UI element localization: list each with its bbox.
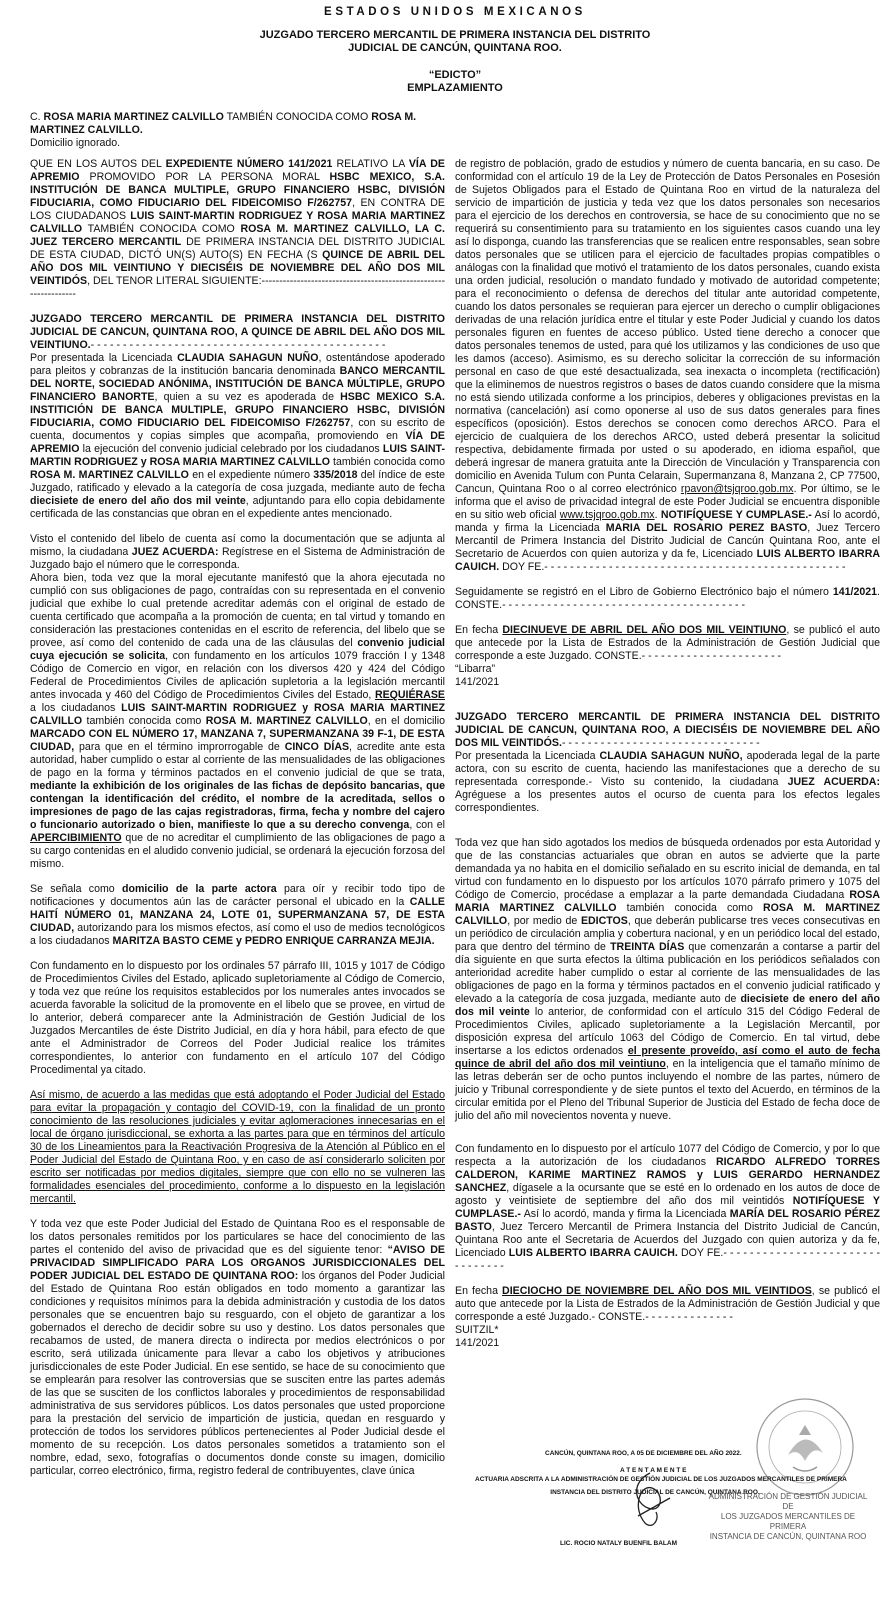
- signature-atentamente: A T E N T A M E N T E: [620, 1467, 687, 1474]
- text-run: MARIA DEL ROSARIO PEREZ BASTO: [605, 522, 808, 534]
- text-run: a los ciudadanos: [30, 702, 122, 714]
- country-header: ESTADOS UNIDOS MEXICANOS: [324, 6, 586, 18]
- text-run: RELATIVO LA: [332, 158, 409, 170]
- text-run: NOTIFÍQUESE Y CUMPLASE.-: [660, 509, 812, 521]
- text-run: Así lo acordó, manda y firma la Licenciada: [520, 1208, 730, 1220]
- mail-paragraph: [30, 960, 445, 1077]
- text-run: DIECIOCHO DE NOVIEMBRE DEL AÑO DOS MIL VEINTIDOS: [502, 1285, 812, 1297]
- text-run: DE PRIMERA INSTANCIA DEL DISTRITO JUDICIAL DE ESTA CIUDAD, DICTÓ UN(S) AUTO(S) EN FECHA (S: [30, 236, 445, 261]
- addressee-alias: ROSA M. MARTINEZ CALVILLO.: [30, 111, 417, 136]
- text-run: . Por último, se le informa que el aviso de privacidad integral de este Poder Judicial se encuentra disponible en su sitio web oficial: [455, 483, 880, 521]
- text-run: JUEZ ACUERDA:: [787, 776, 880, 788]
- auto-heading-2022: [455, 711, 880, 750]
- addressee-aka: TAMBIÉN CONOCIDA COMO: [223, 111, 372, 123]
- text-run: JUZGADO TERCERO MERCANTIL DE PRIMERA INSTANCIA DEL DISTRITO JUDICIAL DE CANCUN, QUINTANA ROO, A QUINCE DE ABRIL DEL AÑO DOS MIL VEINTIUNO.: [30, 313, 445, 351]
- text-run: - - - - - - - - - - - - - - - - - - - - - - - - - - - - - - -: [561, 737, 760, 749]
- text-run: Visto el contenido del libelo de cuenta así como la documentación que se adjunta al mismo, la ciudadana: [30, 533, 445, 558]
- text-run: , que deberán publicarse tres veces consecutivas en un periódico de circulación amplia y cobertura nacional, y en un periódico local del estado, para que dentro del término de: [455, 915, 880, 953]
- addressee-fullname: ROSA MARIA MARTINEZ CALVILLO: [43, 111, 224, 123]
- authorization-paragraph: [455, 1143, 880, 1273]
- text-run: Regístrese en el Sistema de Administración de Juzgado bajo el número que le corresponda.: [30, 546, 445, 571]
- signature-date: CANCÚN, QUINTANA ROO, A 05 DE DICIEMBRE DEL AÑO 2022.: [545, 1450, 742, 1457]
- registration-paragraph: [30, 533, 445, 572]
- text-run: , adjuntando para ello copia debidamente certificada de las constancias que obran en el expediente antes mencionado.: [30, 495, 445, 520]
- privacy-paragraph: [30, 1218, 445, 1478]
- auto-heading-2021: [30, 313, 445, 352]
- text-run: 335/2018: [313, 469, 358, 481]
- text-run: Ahora bien, toda vez que la moral ejecutante manifestó que la ahora ejecutada no cumplió con sus obligaciones de pago, contraídas con su representada en el convenio judicial que exhibe lo cual pretende acreditar además con el original de estado de cuenta certificado que acompaña a la promoción de cuenta; en tal virtud y tomando en consideración las prestaciones contenidas en el escrito de referencia, del libelo que se provee, así como del contenido de cada una de las cláusulas del: [30, 572, 445, 649]
- emplazamiento-label: EMPLAZAMIENTO: [407, 82, 503, 94]
- text-run: , DEL TENOR LITERAL SIGUIENTE:-----------------------------------------------------------------: [30, 275, 445, 300]
- text-run: Por presentada la Licenciada: [455, 750, 600, 762]
- text-run: LUIS ALBERTO IBARRA CAUICH.: [455, 548, 881, 573]
- text-run: autorizando para los mismos efectos, así como el uso de medios tecnológicos a los ciudadanos: [30, 922, 445, 947]
- publication-2021-paragraph: [455, 624, 880, 663]
- edict-heading: [30, 69, 880, 95]
- actuaria-line1: ACTUARIA ADSCRITA A LA ADMINISTRACIÓN DE GESTIÓN JUDICIAL DE LOS JUZGADOS MERCANTILES DE PRIMERA: [475, 1476, 847, 1483]
- text-run: , por medio de: [507, 915, 581, 927]
- text-run: , se publicó el auto que antecede por la Lista de Estrados de la Administración de Gestión Judicial que corresponde a este Juzgado. CONSTE.- - - - - - - - - - - - - - - - - - - - - -: [455, 624, 880, 662]
- text-run: TREINTA DÍAS: [610, 941, 685, 953]
- text-run: , con su escrito de cuenta, documentos y copias simples que acompaña, promoviendo en: [30, 417, 445, 442]
- addressee-prefix: C.: [30, 111, 44, 123]
- text-run: LUIS ALBERTO IBARRA CAUICH.: [508, 1247, 678, 1259]
- text-run: que comenzarán a contarse a partir del día siguiente en que surta efectos la última publicación en los periódicos señalados con anterioridad acredite haber cumplido o estar al corriente de las mensualidades de las obligaciones de pago en la forma y términos pactados en el convenio judicial ratificado y elevado a la categoría de cosa juzgada, mediante auto de: [455, 941, 880, 1005]
- left-column: [30, 158, 445, 1490]
- text-run: domicilio de la parte actora: [122, 883, 277, 895]
- text-run: , dígasele a la ocursante que se esté en lo ordenado en los autos de doce de agosto y veintisiete de septiembre del año dos mil veintidós: [455, 1182, 880, 1207]
- text-run: VÍA DE APREMIO: [30, 430, 445, 455]
- intro-paragraph: [30, 158, 445, 301]
- text-run: también conocida como: [82, 715, 206, 727]
- text-run: ROSA M. MARTINEZ CALVILLO, LA C. JUEZ TERCERO MERCANTIL: [30, 223, 445, 248]
- text-run: apoderada legal de la parte actora, con su escrito de cuenta, haciendo las manifestaciones que a derecho de su representada corresponde.- Visto su contenido, la ciudadana: [455, 750, 880, 788]
- text-run: para que en el término improrrogable de: [74, 741, 285, 753]
- covid-paragraph: [30, 1089, 445, 1206]
- publication-2022-paragraph: [455, 1285, 880, 1324]
- body-columns: [30, 158, 880, 1490]
- signature-block: [470, 1440, 870, 1600]
- text-run: , EN CONTRA DE LOS CIUDADANOS: [30, 197, 445, 222]
- text-run: EXPEDIENTE NÚMERO 141/2021: [165, 158, 333, 170]
- text-run: MARÍA DEL ROSARIO PÉREZ BASTO: [455, 1208, 880, 1233]
- requirement-paragraph: [30, 572, 445, 871]
- text-run: en el expediente número: [188, 469, 314, 481]
- text-run: rpavon@tsjqroo.gob.mx: [680, 483, 794, 495]
- text-run: también conocida como: [616, 902, 764, 914]
- text-run: convenio judicial cuya ejecución se solicita: [30, 637, 445, 662]
- text-run: , Juez Tercero Mercantil de Primera Instancia del Distrito Judicial de Cancún, Quintana Roo ante el Secretaria de Acuerdos del Juzgado con quien autoriza y da fe, Licenciado: [455, 1221, 880, 1259]
- text-run: APERCIBIMIENTO: [30, 832, 122, 844]
- text-run: , con el: [409, 819, 446, 831]
- edicts-paragraph: [455, 837, 880, 1123]
- text-run: ROSA M. MARTINEZ CALVILLO: [455, 902, 880, 927]
- text-run: www.tsjqroo.gob.mx: [559, 509, 655, 521]
- text-run: CLAUDIA SAHAGUN NUÑO: [177, 352, 319, 364]
- text-run: QUE EN LOS AUTOS DEL: [30, 158, 166, 170]
- stamp-line2: LOS JUZGADOS MERCANTILES DE PRIMERA: [720, 1512, 856, 1531]
- text-run: para oír y recibir todo tipo de notificaciones y documentos aún las de carácter personal el ubicado en la: [30, 883, 446, 908]
- text-run: DOY FE.- - - - - - - - - - - - - - - - - - - - - - - - - - - - - - - -: [455, 1247, 880, 1272]
- text-run: HSBC MEXICO, S.A. INSTITUCIÓN DE BANCA MULTIPLE, GRUPO FINANCIERO HSBC, DIVISIÓN FIDUCIARIA, COMO FIDUCIARIO DEL FIDEICOMISO F/262757: [30, 171, 445, 209]
- text-run: Toda vez que han sido agotados los medios de búsqueda ordenados por esta Autoridad y que de las constancias actuariales que obran en autos se advierte que la parte demandada ya no habita en el domicilio señalado en su escrito inicial de demanda, en tal virtud con fundamento en lo dispuesto por los artículos 1070 párrafo primero y 1075 del Código de Comercio, procédase a emplazar a la parte demandada Ciudadana: [455, 837, 880, 901]
- court-title-line1: JUZGADO TERCERO MERCANTIL DE PRIMERA INSTANCIA DEL DISTRITO: [259, 29, 651, 41]
- text-run: QUINCE DE ABRIL DEL AÑO DOS MIL VEINTIUNO Y DIECISÉIS DE NOVIEMBRE DEL AÑO DOS MIL VEINTIDÓS: [30, 249, 445, 287]
- edicto-label: “EDICTO”: [428, 69, 482, 81]
- text-run: REQUIÉRASE: [374, 689, 445, 701]
- text-run: Así lo acordó, manda y firma la Licenciada: [455, 509, 881, 534]
- signature-scribble-icon: [620, 1468, 680, 1533]
- text-run: . CONSTE.- - - - - - - - - - - - - - - - - - - - - - - - - - - - - - - - - - - - - -: [455, 586, 880, 611]
- text-run: , en la inteligencia que el tamaño mínimo de las letras deberán ser de ocho puntos incluyendo el nombre de las partes, número de juicio y Tribunal correspondiente y de siete puntos el texto del Acuerdo, en términos de la circular emitida por el Pleno del Tribunal Superior de Justicia del Estado de fecha doce de julio del año mil novecientos noventa y nueve.: [455, 1058, 880, 1122]
- text-run: “AVISO DE PRIVACIDAD SIMPLIFICADO PARA LOS ORGANOS JURISDICCIONALES DEL PODER JUDICIAL DEL ESTADO DE QUINTANA ROO:: [30, 1244, 445, 1282]
- text-run: 141/2021: [832, 586, 878, 598]
- presentation-paragraph: [30, 352, 445, 521]
- text-run: VÍA DE APREMIO: [30, 158, 445, 183]
- text-run: CALLE HAITÍ NÚMERO 01, MANZANA 24, LOTE 01, SUPERMANZANA 57, DE ESTA CIUDAD,: [30, 896, 445, 934]
- admin-stamp: [708, 1492, 868, 1542]
- text-run: , quien a su vez es apoderada de: [154, 391, 341, 403]
- addressee-name: [30, 111, 440, 137]
- text-run: Así mismo, de acuerdo a las medidas que está adoptando el Poder Judicial del Estado para evitar la propagación y contagio del COVID-19, con la finalidad de un pronto conocimiento de las resoluciones judiciales y evitar aglomeraciones innecesarias en el local de órgano jurisdiccional, se exhorta a las partes para que en términos del artículo 30 de los Lineamientos para la Reactivación Progresiva de la Atención al Público en el Poder Judicial del Estado de Quintana Roo, y en caso de así considerarlo soliciten por escrito ser notificadas por medios digitales, siempre que con ello no se vulneren las formalidades esenciales del procedimiento, conforme a lo dispuesto en la legislación mercantil.: [30, 1089, 445, 1205]
- stamp-line1: ADMINISTRACIÓN DE GESTIÓN JUDICIAL DE: [708, 1492, 868, 1511]
- text-run: Se señala como: [30, 883, 123, 895]
- text-run: los órganos del Poder Judicial del Estado de Quintana Roo están obligados en todo momento a garantizar las condiciones y requisitos mínimos para la debida administración y custodia de los datos personales que se encuentren bajo su resguardo, con el objeto de garantizar a los gobernados el derecho de decidir sobre su uso y destino. Los datos personales que recabamos de usted, de manera directa o indirecta por medios electrónicos o por escrito, será utilizada únicamente para llevar a cabo los objetivos y atribuciones jurisdiccionales de este Poder Judicial. En ese sentido, se hace de su conocimiento que se emplearán para resolver las controversias que se susciten entre las partes además de las que se susciten de los conflictos laborales y procedimientos de responsabilidad administrativa de sus servidores públicos. Los datos personales que usted proporcione para la prestación del servicio de impartición de justicia, quedan en resguardo y protección de todos los servidores públicos pertenecientes al Poder Judicial desde el momento de su recepción. Los datos personales sometidos a tratamiento son el nombre, edad, sexo, fotografías o documentos donde conste su imagen, domicilio particular, correo electrónico, firma, registro federal de contribuyentes, clave única: [30, 1270, 445, 1477]
- addressee-domicile: Domicilio ignorado.: [30, 137, 121, 149]
- domicile-paragraph: [30, 883, 445, 948]
- text-run: ROSA MARIA MARTINEZ CALVILLO: [455, 889, 880, 914]
- text-run: , ostentándose apoderado para pleitos y cobranzas de la institución bancaria denominada: [30, 352, 445, 377]
- text-run: mediante la exhibición de los originales de las fichas de depósito bancarias, que contengan la identificación del crédito, el nombre de la acreditada, sellos o impresiones de pago de las cajas registradoras, firma, fecha y nombre del cajero o funcionario autorizado o bien, manifieste lo que a su derecho convenga: [30, 780, 445, 831]
- text-run: , se publicó el auto que antecede por la Lista de Estrados de la Administración de Gestión Judicial y que corresponde a esté Juzgado.- CONSTE.- - - - - - - - - - - - - -: [455, 1285, 880, 1323]
- text-run: la ejecución del convenio judicial celebrado por los ciudadanos: [79, 443, 383, 455]
- text-run: En fecha: [455, 1285, 503, 1297]
- text-run: de registro de población, grado de estudios y número de cuenta bancaria, en su caso. De conformidad con el artículo 19 de la Ley de Protección de Datos Personales en Posesión de Sujetos Obligados para el Estado de Quintana Roo en virtud de la naturaleza del servicio de impartición de justicia y teda vez que los datos personales son necesarios para el ejercicio de los derechos en controversia, se hace de su conocimiento que no se requerirá su consentimiento para su tratamiento en los siguientes casos cuando una ley así lo disponga, cuando las transferencias que se realicen entre responsables, sean sobre datos personales que se utilicen para el ejercicio de facultades propias compatibles o análogas con la finalidad que motivó el tratamiento de los datos personales, cuando exista una orden judicial, resolución o mandato fundado y motivado de autoridad competente; para el reconocimiento o defensa de derechos del titular ante autoridad competente, cuando los datos personales se requieran para ejercer un derecho o cumplir obligaciones derivadas de una relación jurídica entre el titular y este Poder Judicial y cuando los datos personales figuren en fuentes de acceso público. Usted tiene derecho a conocer que datos personales tenemos de usted, para qué los utilizamos y las condiciones de uso que les damos (acceso). Asimismo, es su derecho solicitar la corrección de su información personal en caso de que esté desactualizada, sea inexacta o incompleta (rectificación) que la eliminemos de nuestros registros o bases de datos cuando considere que la misma no está siendo utilizada conforme a los principios, deberes y obligaciones previstas en la normativa (cancelación) así como oponerse al uso de sus datos generales para fines específicos (oposición). Estos derechos se conocen como derechos ARCO. Para el ejercicio de cualquiera de los derechos ARCO, usted deberá presentar la solicitud respectiva, debidamente firmada por usted o su apoderado, en idioma español, que deberá ingresar de manera gratuita ante la Dirección de Vinculación y Transparencia con domicilio en Avenida Tulum con Punta Celarain, Supermanzana 8, Manzana 2, CP 77500, Cancun, Quintana Roo o al correo electrónico: [455, 158, 880, 495]
- actuaria-line2: INSTANCIA DEL DISTRITO JUDICIAL DE CANCÚN, QUINTANA ROO.: [550, 1489, 760, 1496]
- text-run: que de no acreditar el cumplimiento de las obligaciones de pago a su cargo contenidas en el aludido convenio judicial, se ordenará la ejecución forzosa del mismo.: [30, 832, 445, 870]
- text-run: Con fundamento en lo dispuesto por los ordinales 57 párrafo III, 1015 y 1017 de Código de Procedimientos Civiles del Estado, aplicado supletoriamente al Código de Comercio, y toda vez que reúne los requisitos establecidos por los numerales antes invocados se acuerda favorable la solicitud de la promovente en el libelo que se provee, en virtud de lo anterior, deberá comparecer ante la Administración de Gestión Judicial de los Juzgados Mercantiles de éste Distrito Judicial, en día y hora hábil, para efecto de que ante el Administrador de Correos del Poder Judicial realice los trámites correspondientes, lo anterior con fundamento en el artículo 107 del Código Procedimental ya citado.: [30, 960, 445, 1076]
- text-run: PROMOVIDO POR LA PERSONA MORAL: [79, 171, 330, 183]
- presentation-2022-paragraph: [455, 750, 880, 815]
- text-run: Por presentada la Licenciada: [30, 352, 178, 364]
- text-run: JUZGADO TERCERO MERCANTIL DE PRIMERA INSTANCIA DEL DISTRITO JUDICIAL DE CANCUN, QUINTANA ROO, A DIECISÉIS DE NOVIEMBRE DEL AÑO DOS MIL VEINTIDÓS.: [455, 711, 880, 749]
- clerk-initials: “Libarra”: [455, 663, 496, 675]
- text-run: el presente proveído, así como el auto de fecha quince de abril del año dos mil veintiuno: [455, 1045, 881, 1070]
- text-run: Con fundamento en lo dispuesto por el artículo 1077 del Código de Comercio, y por lo que respecta a la autorización de los ciudadanos: [455, 1143, 880, 1168]
- text-run: LUIS SAINT-MARTIN RODRIGUEZ Y ROSA MARIA MARTINEZ CALVILLO: [30, 210, 445, 235]
- text-run: RICARDO ALFREDO TORRES CALDERON, KARIME MARTINEZ RAMOS y LUIS GERARDO HERNANDEZ SANCHEZ: [455, 1156, 880, 1194]
- text-run: En fecha: [455, 624, 503, 636]
- text-run: DOY FE.- - - - - - - - - - - - - - - - - - - - - - - - - - - - - - - - - - - - - - - - - - - - - - -: [499, 561, 846, 573]
- text-run: - - - - - - - - - - - - - - - - - - - - - - - - - - - - - - - - - - - - - - - - - - - - - -: [90, 339, 386, 351]
- text-run: CLAUDIA SAHAGUN NUÑO,: [599, 750, 743, 762]
- text-run: LUIS SAINT-MARTIN RODRIGUEZ y ROSA MARIA MARTINEZ CALVILLO: [30, 443, 445, 468]
- text-run: TAMBIÉN CONOCIDA COMO: [82, 223, 241, 235]
- text-run: NOTIFÍQUESE Y CUMPLASE.-: [455, 1195, 880, 1220]
- text-run: .: [654, 509, 661, 521]
- text-run: del índice de este Juzgado, ratificado y elevado a la categoría de cosa juzgada, mediante auto de fecha: [30, 469, 445, 494]
- clerk-code: SUITZIL*: [455, 1324, 499, 1336]
- text-run: , en el domicilio: [367, 715, 446, 727]
- text-run: Agréguese a los presentes autos el ocurso de cuenta para los efectos legales correspondientes.: [455, 789, 880, 814]
- text-run: DIECINUEVE DE ABRIL DEL AÑO DOS MIL VEINTIUNO: [502, 624, 787, 636]
- addressee-block: [30, 111, 440, 150]
- text-run: Y toda vez que este Poder Judicial del Estado de Quintana Roo es el responsable de los datos personales remitidos por los particulares se hace del conocimiento de las partes el contenido del aviso de privacidad que es del siguiente tenor:: [30, 1218, 445, 1256]
- file-number-2: 141/2021: [455, 1337, 500, 1349]
- text-run: también conocida como: [330, 456, 445, 468]
- text-run: CINCO DÍAS: [284, 741, 350, 753]
- court-title: [30, 29, 880, 55]
- registry-paragraph: [455, 586, 880, 612]
- text-run: ROSA M. MARTINEZ CALVILLO: [205, 715, 368, 727]
- text-run: Seguidamente se registró en el Libro de Gobierno Electrónico bajo el número: [455, 586, 833, 598]
- text-run: lo anterior, de conformidad con el artículo 315 del Código Federal de Procedimientos Civiles, aplicado supletoriamente a la Legislación Mercantil, por disposición expresa del artículo 1063 del Código de Comercio. En tal virtud, debe insertarse a los edictos ordenados: [455, 1006, 880, 1057]
- text-run: HSBC MEXICO S.A. INSTITICIÓN DE BANCA MULTIPLE, GRUPO FINANCIERO HSBC, DIVISIÓN FIDUCIARIA, COMO FIDUCIARIO DEL FIDEICOMISO F/262757: [30, 391, 445, 429]
- text-run: ROSA M. MARTINEZ CALVILLO: [30, 469, 189, 481]
- stamp-line3: INSTANCIA DE CANCÚN, QUINTANA ROO: [709, 1532, 867, 1541]
- text-run: , acredite ante esta autoridad, haber cumplido o estar al corriente de las mensualidades de las obligaciones de pago en la forma y términos pactados en el convenio judicial de que se trata,: [30, 741, 445, 779]
- right-column: [455, 158, 880, 1490]
- text-run: diecisiete de enero del año dos mil veinte: [455, 993, 881, 1018]
- text-run: diecisiete de enero del año dos mil veinte: [30, 495, 246, 507]
- text-run: , Juez Tercero Mercantil de Primera Instancia del Distrito Judicial de Cancún Quintana Roo, ante el Secretario de Acuerdos con quien autoriza y da fe, Licenciado: [455, 522, 880, 560]
- file-number: 141/2021: [455, 676, 500, 688]
- text-run: MARCADO CON EL NÚMERO 17, MANZANA 7, SUPERMANZANA 39 F-1, DE ESTA CIUDAD,: [30, 728, 445, 753]
- text-run: BANCO MERCANTIL DEL NORTE, SOCIEDAD ANÓNIMA, INSTITUCIÓN DE BANCA MÚLTIPLE, GRUPO FINANCIERO BANORTE: [30, 365, 445, 403]
- text-run: , con fundamento en los artículos 1079 fracción I y 1348 Código de Comercio en vigor, en relación con los diversos 420 y 424 del Código Federal de Procedimientos Civiles de aplicación supletoria a la legislación mercantil antes invocada y 460 del Código de Procedimientos Civiles del Estado,: [30, 650, 445, 701]
- text-run: MARITZA BASTO CEME y PEDRO ENRIQUE CARRANZA MEJIA.: [112, 935, 435, 947]
- signer-name: LIC. ROCIO NATALY BUENFIL BALAM: [560, 1540, 677, 1547]
- text-run: EDICTOS: [580, 915, 628, 927]
- text-run: LUIS SAINT-MARTIN RODRIGUEZ y ROSA MARIA MARTINEZ CALVILLO: [30, 702, 445, 727]
- text-run: JUEZ ACUERDA:: [131, 546, 219, 558]
- privacy-continued-paragraph: [455, 158, 880, 574]
- court-title-line2: JUDICIAL DE CANCÚN, QUINTANA ROO.: [348, 42, 562, 54]
